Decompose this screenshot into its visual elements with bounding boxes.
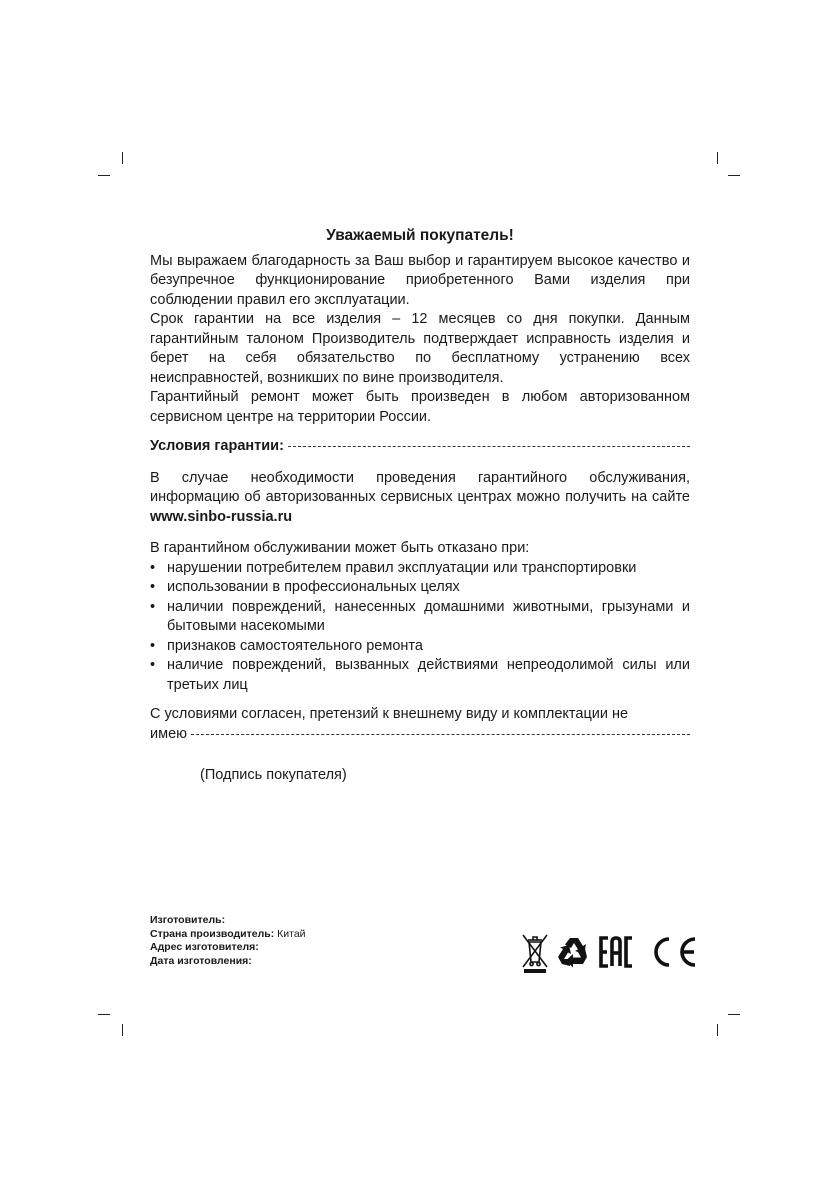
manufacturer-info xyxy=(150,914,306,968)
list-item: • наличии повреждений, нанесенных домашними животными, грызунами и бытовыми насекомыми xyxy=(150,598,690,637)
country-label: Страна производитель: xyxy=(150,927,275,940)
date-label: Дата изготовления: xyxy=(150,954,252,967)
refusal-list xyxy=(150,559,690,696)
maker-label: Изготовитель: xyxy=(150,914,226,926)
eac-mark-icon xyxy=(598,934,642,970)
signature-line[interactable] xyxy=(191,734,690,735)
warranty-card xyxy=(150,226,690,800)
refusal-intro: В гарантийном обслуживании может быть отказано при: xyxy=(150,540,530,556)
crop-mark xyxy=(717,1024,718,1036)
ce-mark-icon xyxy=(648,934,700,970)
crop-mark xyxy=(728,175,740,176)
country-value: Китай xyxy=(277,927,306,940)
weee-bin-icon xyxy=(520,930,550,974)
list-item: • использовании в профессиональных целях xyxy=(150,578,690,598)
recycle-icon xyxy=(556,934,592,970)
conditions-heading-row xyxy=(150,437,690,457)
website-link[interactable]: www.sinbo-russia.ru xyxy=(150,508,293,525)
crop-mark xyxy=(717,152,718,164)
intro-paragraph-2: Срок гарантии на все изделия – 12 месяцев со дня покупки. Данным гарантийным талоном Производитель подтверждает исправность изделия и берет на себя обязательство по бесплатному устранению всех неисправностей, возникших по вине производителя. xyxy=(150,311,690,386)
agreement-line-2: имею xyxy=(150,725,188,742)
ce-text: CE xyxy=(648,934,650,935)
intro-paragraph-1: Мы выражаем благодарность за Ваш выбор и гарантируем высокое качество и безупречное функционирование приобретенного Вами изделия при соблюдении правил его эксплуатации. xyxy=(150,252,690,308)
page-title: Уважаемый покупатель! xyxy=(326,227,514,244)
conditions-body: В случае необходимости проведения гарантийного обслуживания, информацию об авторизованных сервисных центрах можно получить на сайте xyxy=(150,469,690,505)
crop-mark xyxy=(122,1024,123,1036)
certification-marks xyxy=(520,930,700,974)
eac-text: EAC xyxy=(598,934,601,935)
intro-paragraph-3: Гарантийный ремонт может быть произведен в любом авторизованном сервисном центре на территории России. xyxy=(150,389,690,425)
conditions-text xyxy=(150,469,690,528)
crop-mark xyxy=(122,152,123,164)
list-item: • признаков самостоятельного ремонта xyxy=(150,637,690,657)
dotted-fill-line xyxy=(288,446,690,447)
address-label: Адрес изготовителя: xyxy=(150,941,259,953)
crop-mark xyxy=(98,1014,110,1015)
crop-mark xyxy=(98,175,110,176)
agreement-line-1: С условиями согласен, претензий к внешнему виду и комплектации не xyxy=(150,706,629,722)
conditions-heading: Условия гарантии: xyxy=(150,438,284,454)
agreement-signature-row xyxy=(150,725,690,745)
crop-mark xyxy=(728,1014,740,1015)
signature-label: (Подпись покупателя) xyxy=(200,767,347,783)
list-item: • наличие повреждений, вызванных действиями непреодолимой силы или третьих лиц xyxy=(150,656,690,695)
list-item: • нарушении потребителем правил эксплуатации или транспортировки xyxy=(150,559,690,579)
